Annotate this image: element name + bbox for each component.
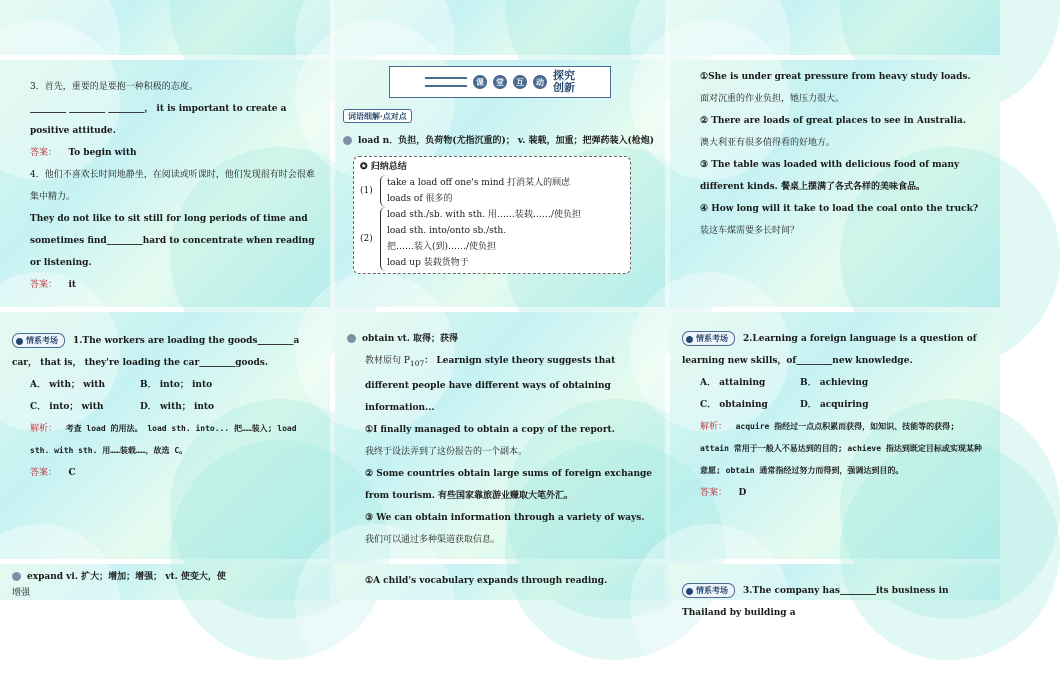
slide-exam-question-3 xyxy=(670,564,1000,618)
line-3-en: ________ ________ ________， it is important to create a positive attitude. xyxy=(30,104,287,136)
explanation: 考查 load 的用法。 load sth. into... 把……装入; load sth. with sth. 用……装载……，故选 C。 xyxy=(30,424,297,455)
answer-2: it xyxy=(68,280,77,290)
header-title xyxy=(553,70,575,94)
option-b[interactable]: B． into； into xyxy=(140,380,213,390)
item-expand-cont: 增强 xyxy=(12,588,31,598)
answer-label: 答案： xyxy=(30,148,58,158)
tag-dot-icon xyxy=(16,338,23,345)
tag-dot-icon xyxy=(686,588,693,595)
header-title-1: 探究 xyxy=(553,69,575,82)
slide-exercise-translation xyxy=(0,60,330,307)
slide-load-examples xyxy=(670,60,1000,307)
example-2: ② Some countries obtain large sums of foreign exchange from tourism. 有些国家靠旅游业赚取大笔外汇。 xyxy=(365,468,653,501)
summary-title: ✪ 归纳总结 xyxy=(360,162,407,172)
summary-group-2-label: (2) xyxy=(360,234,373,244)
header-char-4: 动 xyxy=(533,75,547,89)
header-char-3: 互 xyxy=(513,75,527,89)
slide-expand-vocab xyxy=(0,564,330,600)
header-title-2: 创新 xyxy=(553,81,575,94)
summary-line: load up 装载货物于 xyxy=(387,258,469,268)
item-number-icon xyxy=(343,136,352,145)
source-sentence: ： Learnign style theory suggests that different people have different ways of obtaining information... xyxy=(365,356,616,413)
section-header xyxy=(389,66,611,98)
example-3: ③ We can obtain information through a variety of ways. xyxy=(365,512,645,523)
example-1-cn: 面对沉重的作业负担，她压力很大。 xyxy=(700,94,845,104)
example-4-cn: 装这车煤需要多长时间？ xyxy=(700,226,800,236)
example-2-cn: 澳大利亚有很多值得看的好地方。 xyxy=(700,138,836,148)
source-page: 107 xyxy=(409,358,425,368)
answer-label: 答案： xyxy=(700,488,728,498)
example-3-cn: 我们可以通过多种渠道获取信息。 xyxy=(365,534,501,545)
line-4-en: They do not like to sit still for long periods of time and sometimes find________hard to concentrate when reading or listening. xyxy=(30,214,315,268)
item-load: load n．负担，负荷物(尤指沉重的)； v. 装载，加重；把弹药装入(枪炮) xyxy=(358,136,654,146)
example-3: ③ The table was loaded with delicious food of many different kinds. 餐桌上摆满了各式各样的美味食品。 xyxy=(700,160,960,192)
question-1: 1.The workers are loading the goods________a car， that is， they're loading the car________goods. xyxy=(12,336,300,368)
summary-box xyxy=(353,156,631,274)
source-prefix: 教材原句 P xyxy=(365,356,410,366)
slide-expand-examples xyxy=(335,564,665,600)
option-d[interactable]: D． acquiring xyxy=(800,400,869,410)
option-d[interactable]: D． with； into xyxy=(140,402,215,412)
item-number-icon xyxy=(347,334,356,343)
answer-label-2: 答案： xyxy=(30,280,58,290)
exam-tag: 情系考场 xyxy=(682,331,735,346)
header-stripe-left xyxy=(425,77,467,87)
explain-label: 解析： xyxy=(30,424,58,434)
line-3: 3．首先，重要的是要抱一种积极的态度。 xyxy=(30,82,198,92)
slide-load-vocab xyxy=(335,60,665,307)
example-1-cn: 我终于设法弄到了这份报告的一个副本。 xyxy=(365,446,528,457)
subsection-tag: 词语细解·点对点 xyxy=(343,109,412,123)
answer: D xyxy=(738,488,747,498)
example-1: ①A child's vocabulary expands through reading. xyxy=(365,576,608,586)
answer: C xyxy=(68,468,76,478)
summary-line: load sth. into/onto sb./sth. xyxy=(387,226,507,236)
summary-line: 把……装入(到)……/使负担 xyxy=(387,242,497,252)
explain-label: 解析： xyxy=(700,422,728,432)
question-3: 3.The company has________its business in Thailand by building a xyxy=(682,586,949,618)
option-a[interactable]: A． with； with xyxy=(30,380,105,390)
summary-line: loads of 很多的 xyxy=(387,194,453,204)
exam-tag: 情系考场 xyxy=(682,583,735,598)
answer-1: To begin with xyxy=(68,148,137,158)
example-4: ④ How long will it take to load the coal onto the truck? xyxy=(700,204,979,214)
option-a[interactable]: A． attaining xyxy=(700,378,766,388)
summary-line: take a load off one's mind 打消某人的顾虑 xyxy=(387,178,571,188)
exam-tag: 情系考场 xyxy=(12,333,65,348)
question-2: 2.Learning a foreign language is a question of learning new skills，of________new knowledge. xyxy=(682,334,977,366)
item-expand: expand vi. 扩大；增加；增强； vt. 使变大，使 xyxy=(27,572,226,582)
option-c[interactable]: C． obtaining xyxy=(700,400,768,410)
header-char-2: 堂 xyxy=(493,75,507,89)
option-b[interactable]: B． achieving xyxy=(800,378,869,388)
explanation: acquire 指经过一点点积累而获得，如知识、技能等的获得; attain 常用于一般人不易达到的目的; achieve 指达到既定目标或实现某种意愿; obtain 通常指经过努力而得到，强调达到目的。 xyxy=(700,422,982,475)
tag-dot-icon xyxy=(686,336,693,343)
example-1: ①I finally managed to obtain a copy of the report. xyxy=(365,424,615,435)
answer-label: 答案： xyxy=(30,468,58,478)
item-number-icon xyxy=(12,572,21,581)
option-c[interactable]: C． into； with xyxy=(30,402,104,412)
summary-line: load sth./sb. with sth. 用……装载……/使负担 xyxy=(387,210,581,220)
summary-group-1-label: (1) xyxy=(360,186,373,196)
header-char-1: 课 xyxy=(473,75,487,89)
line-4: 4．他们不喜欢长时间地静坐，在阅读或听课时，他们发现很有时会很难集中精力。 xyxy=(30,170,315,202)
example-2: ② There are loads of great places to see in Australia. xyxy=(700,116,966,126)
example-1: ①She is under great pressure from heavy study loads. xyxy=(700,72,971,82)
item-obtain: obtain vt. 取得；获得 xyxy=(362,334,459,344)
slide-obtain-vocab xyxy=(335,312,665,559)
